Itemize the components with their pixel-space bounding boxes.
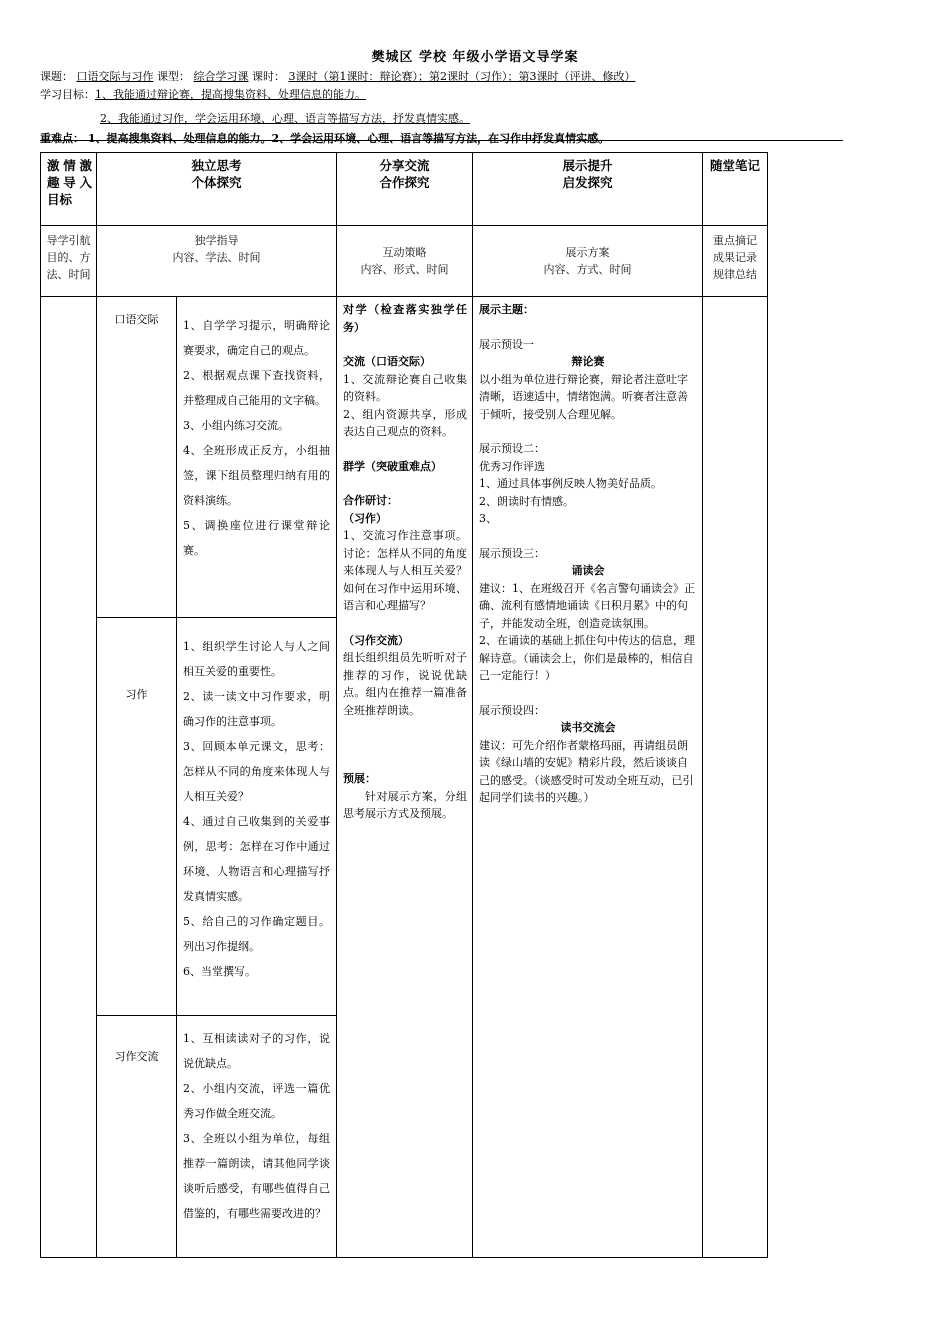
header-col1: 激情激趣导入目标 <box>41 153 97 226</box>
header-col2-line2: 个体探究 <box>191 175 242 190</box>
duixue-title: 对学（检查落实独学任务） <box>343 303 468 334</box>
qunxue-title: 群学（突破重难点） <box>343 459 443 473</box>
header-col3 <box>337 153 473 226</box>
header-col5: 随堂笔记 <box>703 153 768 226</box>
preset-2-item: 3、 <box>479 512 498 525</box>
step-item: 3、回顾本单元课文，思考：怎样从不同的角度来体现人与人相互关爱？ <box>183 740 331 803</box>
header-col2-line1: 独立思考 <box>191 158 242 173</box>
step-item: 6、当堂撰写。 <box>183 965 256 978</box>
goal-line-1 <box>40 86 366 102</box>
yuzhan-title: 预展： <box>343 772 377 785</box>
step-item: 2、读一读文中习作要求，明确习作的注意事项。 <box>183 690 331 728</box>
step-item: 1、自学学习提示，明确辩论赛要求，确定自己的观点。 <box>183 319 331 357</box>
preset-3-item: 2、在诵读的基础上抓住句中传达的信息，理解诗意。（诵读会上，你们是最棒的，相信自己一定能行！） <box>479 634 696 682</box>
guide-table <box>40 152 768 1258</box>
goal-line-2 <box>100 110 470 126</box>
preset-4-text: 建议：可先介绍作者蒙格玛丽，再请组员朗读《绿山墙的安妮》精彩片段，然后谈谈自己的感受。（谈感受时可发动全班互动，已引起同学们读书的兴趣。） <box>479 738 694 804</box>
preset-2-name: 优秀习作评选 <box>479 459 546 473</box>
subheader-col2-line1: 独学指导 <box>194 234 239 247</box>
course-label: 课题： <box>40 70 73 83</box>
jiaoliu-item: 2、组内资源共享，形成表达自己观点的资料。 <box>343 407 468 438</box>
section-label: 口语交际 <box>97 297 177 618</box>
xizuo-title: （习作） <box>343 511 388 525</box>
step-item: 1、互相读读对子的习作，说说优缺点。 <box>183 1032 331 1070</box>
goal-2: 2、我能通过习作，学会运用环境、心理、语言等描写方法，抒发真情实感。 <box>100 112 470 125</box>
subheader-col3 <box>337 226 473 297</box>
preset-3-name: 诵读会 <box>571 564 605 577</box>
sharing-column <box>337 297 473 1258</box>
header-col3-line2: 合作探究 <box>379 175 430 190</box>
header-col2 <box>97 153 337 226</box>
jiaoliu-item: 1、交流辩论赛自己收集的资料。 <box>343 372 468 403</box>
xizuojl-text: 组长组织组员先听听对子推荐的习作，说说优缺点。组内在推荐一篇准备全班推荐朗读。 <box>343 651 468 717</box>
display-column <box>473 297 703 1258</box>
goal-1: 1、我能通过辩论赛，提高搜集资料、处理信息的能力。 <box>95 88 366 101</box>
header-col3-line1: 分享交流 <box>379 158 430 173</box>
goal-label: 学习目标： <box>40 88 95 101</box>
jiaoliu-title: 交流（口语交际） <box>343 355 432 368</box>
preset-2-item: 2、朗读时有情感。 <box>479 494 575 508</box>
course-value: 口语交际与习作 <box>76 70 154 83</box>
page-title: 樊城区 学校 年级小学语文导学案 <box>371 50 579 65</box>
step-item: 5、给自己的习作确定题目。列出习作提纲。 <box>183 915 331 953</box>
preset-1-name: 辩论赛 <box>571 355 605 368</box>
hours-value: 3课时（第1课时：辩论赛）；第2课时（习作）；第3课时（评讲、修改） <box>288 70 636 83</box>
yuzhan-text: 针对展示方案，分组思考展示方式及预展。 <box>343 789 468 820</box>
hezuo-title: 合作研讨： <box>343 494 399 507</box>
preset-3-title: 展示预设三： <box>479 546 546 560</box>
subheader-col4 <box>473 226 703 297</box>
header-col4 <box>473 153 703 226</box>
step-item: 5、调换座位进行课堂辩论赛。 <box>183 519 331 557</box>
subheader-col2 <box>97 226 337 297</box>
preset-4-name: 读书交流会 <box>560 721 616 734</box>
section-steps <box>177 618 337 1016</box>
preset-2-title: 展示预设二： <box>479 442 546 455</box>
subheader-col5-line1: 重点摘记 <box>713 234 758 247</box>
preset-4-title: 展示预设四： <box>479 703 546 717</box>
step-item: 3、全班以小组为单位，每组推荐一篇朗读，请其他同学谈谈听后感受，有哪些值得自己借鉴的，有哪些需要改进的？ <box>183 1132 331 1220</box>
divider <box>40 140 843 141</box>
xizuojl-title: （习作交流） <box>343 633 410 647</box>
section-label: 习作交流 <box>97 1016 177 1258</box>
hours-label: 课时： <box>252 70 285 83</box>
key-label: 重难点： <box>40 132 84 145</box>
subheader-col5 <box>703 226 768 297</box>
notes-column <box>703 297 768 1258</box>
key-text: 1、提高搜集资料、处理信息的能力。2、学会运用环境、心理、语言等描写方法，在习作中抒发真情实感。 <box>87 132 610 145</box>
theme-title: 展示主题： <box>479 303 535 316</box>
preset-2-item: 1、通过具体事例反映人物美好品质。 <box>479 477 663 490</box>
header-col4-line1: 展示提升 <box>562 158 613 173</box>
section-steps <box>177 297 337 618</box>
preset-1-title: 展示预设一 <box>479 337 535 351</box>
type-label: 课型： <box>157 70 190 83</box>
course-line <box>40 68 636 84</box>
subheader-col4-line1: 展示方案 <box>565 246 610 259</box>
type-value: 综合学习课 <box>193 70 249 83</box>
xizuo-item: 1、交流习作注意事项。讨论：怎样从不同的角度来体现人与人相互关爱？如何在习作中运用环境、语言和心理描写？ <box>343 529 468 612</box>
subheader-col5-line2: 成果记录 <box>713 251 758 264</box>
subheader-col1: 导学引航目的、方法、时间 <box>41 226 97 297</box>
subheader-col2-line2: 内容、学法、时间 <box>172 251 261 264</box>
subheader-col5-line3: 规律总结 <box>713 268 758 281</box>
empty-left-cell <box>41 297 97 1258</box>
step-item: 1、组织学生讨论人与人之间相互关爱的重要性。 <box>183 640 331 678</box>
preset-3-item: 建议：1、在班级召开《名言警句诵读会》正确、流利有感情地诵读《日积月累》中的句子，并能发动全班，创造竞读氛围。 <box>479 581 696 630</box>
step-item: 2、根据观点课下查找资料，并整理成自己能用的文字稿。 <box>183 369 331 407</box>
subheader-col3-line1: 互动策略 <box>382 246 427 259</box>
section-steps <box>177 1016 337 1258</box>
subheader-col4-line2: 内容、方式、时间 <box>543 263 632 276</box>
step-item: 2、小组内交流，评选一篇优秀习作做全班交流。 <box>183 1082 331 1120</box>
step-item: 3、小组内练习交流。 <box>183 419 289 432</box>
key-line <box>40 130 609 146</box>
header-col4-line2: 启发探究 <box>562 175 613 190</box>
section-label: 习作 <box>97 618 177 1016</box>
step-item: 4、全班形成正反方，小组抽签，课下组员整理归纳有用的资料演练。 <box>183 444 331 507</box>
preset-1-text: 以小组为单位进行辩论赛，辩论者注意吐字清晰，语速适中，情绪饱满。听赛者注意善于倾听，接受别人合理见解。 <box>479 372 689 421</box>
subheader-col3-line2: 内容、形式、时间 <box>360 263 449 276</box>
step-item: 4、通过自己收集到的关爱事例，思考：怎样在习作中通过环境、人物语言和心理描写抒发真情实感。 <box>183 815 331 903</box>
